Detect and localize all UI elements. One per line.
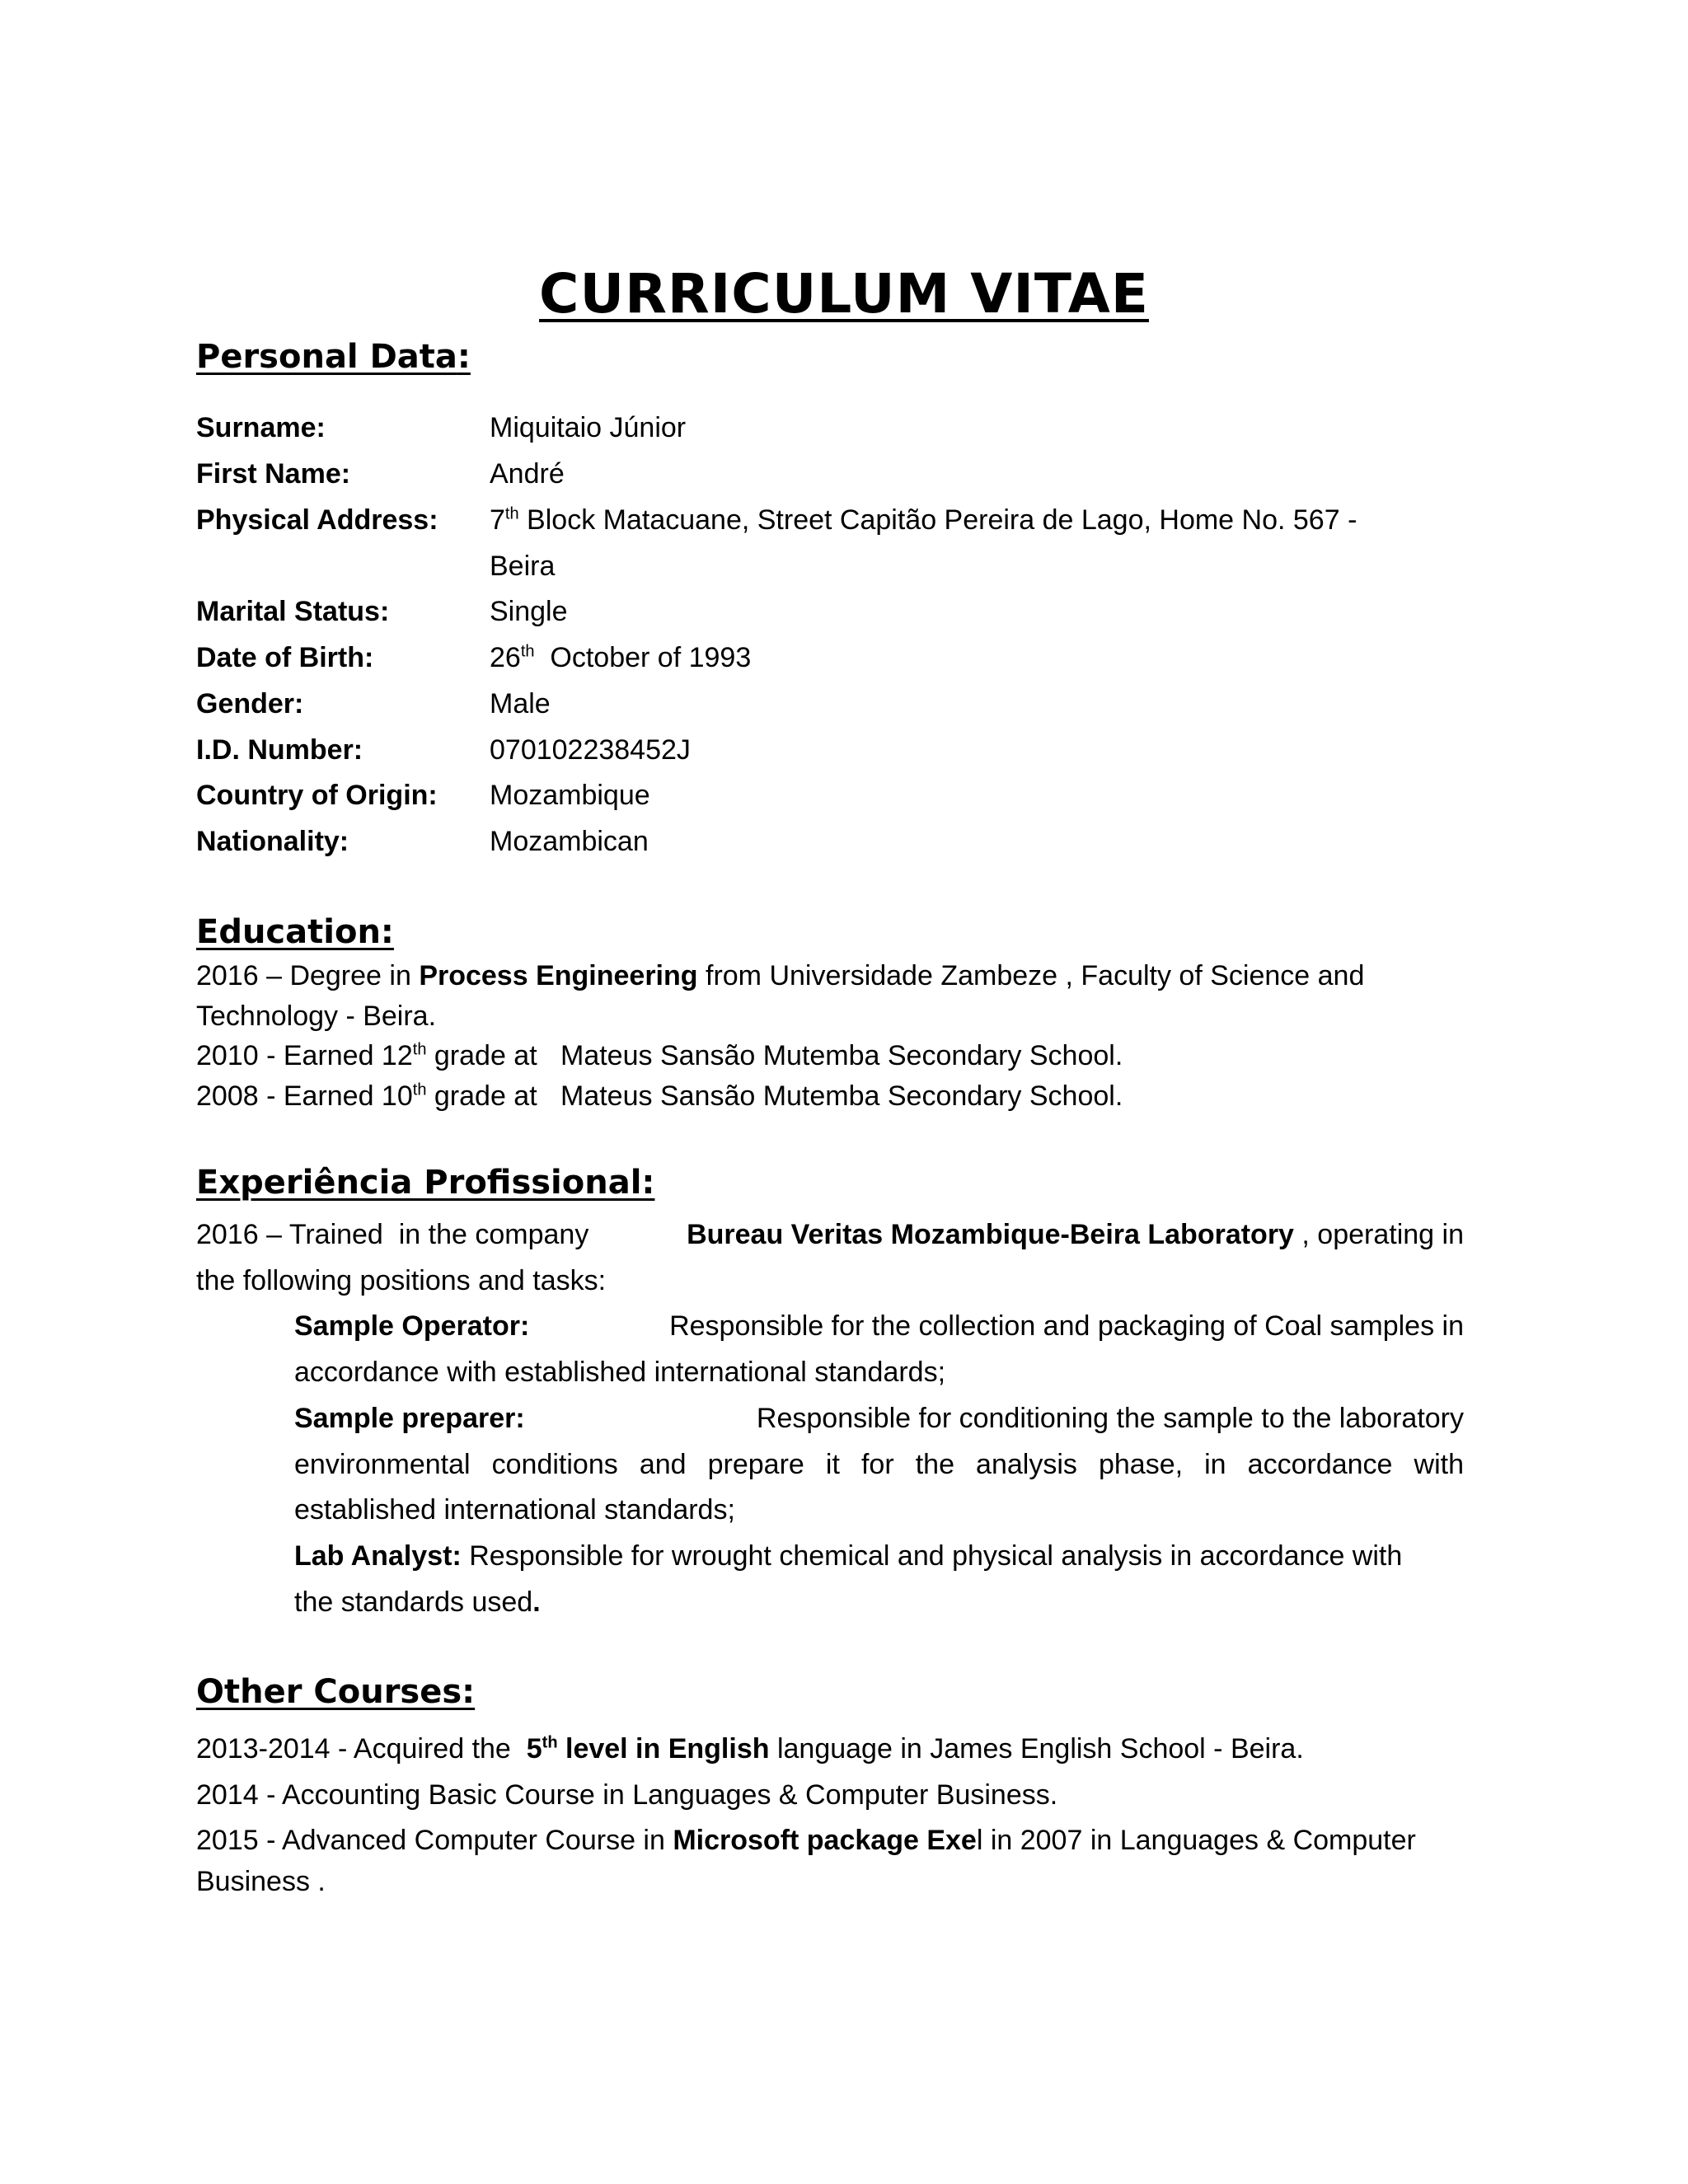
experience-intro-line2: the following positions and tasks: (196, 1265, 607, 1296)
role-sample-preparer: Sample preparer: Responsible for conditioning the sample to the laboratory (294, 1403, 1464, 1434)
role-sample-operator: Sample Operator: Responsible for the collection and packaging of Coal samples in (294, 1310, 1464, 1342)
course-computer-line2: Business . (196, 1866, 326, 1897)
address-value: 7th Block Matacuane, Street Capitão Pereira de Lago, Home No. 567 - (490, 504, 1357, 536)
education-item-degree-line2: Technology - Beira. (196, 1001, 437, 1032)
role-sample-preparer-line3: established international standards; (294, 1494, 735, 1526)
document-title: CURRICULUM VITAE (539, 262, 1149, 326)
experience-intro: 2016 – Trained in the company Bureau Veritas Mozambique-Beira Laboratory , operating in (196, 1219, 1464, 1250)
address-label: Physical Address: (196, 504, 438, 536)
course-english: 2013-2014 - Acquired the 5th level in English language in James English School - Beira. (196, 1733, 1304, 1765)
first-name-value: André (490, 458, 565, 490)
marital-status-value: Single (490, 596, 568, 627)
surname-label: Surname: (196, 412, 326, 443)
country-of-origin-value: Mozambique (490, 780, 650, 811)
id-number-value: 070102238452J (490, 734, 691, 766)
id-number-label: I.D. Number: (196, 734, 363, 766)
course-computer: 2015 - Advanced Computer Course in Microsoft package Exel in 2007 in Languages & Computer (196, 1825, 1416, 1856)
education-item-10th: 2008 - Earned 10th grade at Mateus Sansão Mutemba Secondary School. (196, 1080, 1123, 1112)
education-item-degree: 2016 – Degree in Process Engineering from Universidade Zambeze , Faculty of Science and (196, 960, 1365, 991)
country-of-origin-label: Country of Origin: (196, 780, 438, 811)
courses-heading: Other Courses: (196, 1673, 476, 1711)
nationality-label: Nationality: (196, 826, 349, 857)
role-lab-analyst: Lab Analyst: Responsible for wrought chemical and physical analysis in accordance with (294, 1540, 1403, 1572)
marital-status-label: Marital Status: (196, 596, 390, 627)
first-name-label: First Name: (196, 458, 351, 490)
role-sample-preparer-line2: environmental conditions and prepare it for the analysis phase, in accordance with (294, 1449, 1464, 1480)
gender-label: Gender: (196, 688, 304, 719)
role-lab-analyst-line2: the standards used. (294, 1586, 541, 1618)
gender-value: Male (490, 688, 551, 719)
surname-value: Miquitaio Júnior (490, 412, 687, 443)
date-of-birth-value: 26th October of 1993 (490, 642, 752, 673)
education-heading: Education: (196, 913, 394, 951)
education-item-12th: 2010 - Earned 12th grade at Mateus Sansão Mutemba Secondary School. (196, 1040, 1123, 1071)
date-of-birth-label: Date of Birth: (196, 642, 374, 673)
role-sample-operator-line2: accordance with established international standards; (294, 1357, 946, 1388)
personal-data-heading: Personal Data: (196, 338, 471, 376)
course-accounting: 2014 - Accounting Basic Course in Languages & Computer Business. (196, 1779, 1058, 1811)
experience-heading: Experiência Profissional: (196, 1164, 655, 1202)
address-value-line2: Beira (490, 551, 556, 582)
nationality-value: Mozambican (490, 826, 649, 857)
